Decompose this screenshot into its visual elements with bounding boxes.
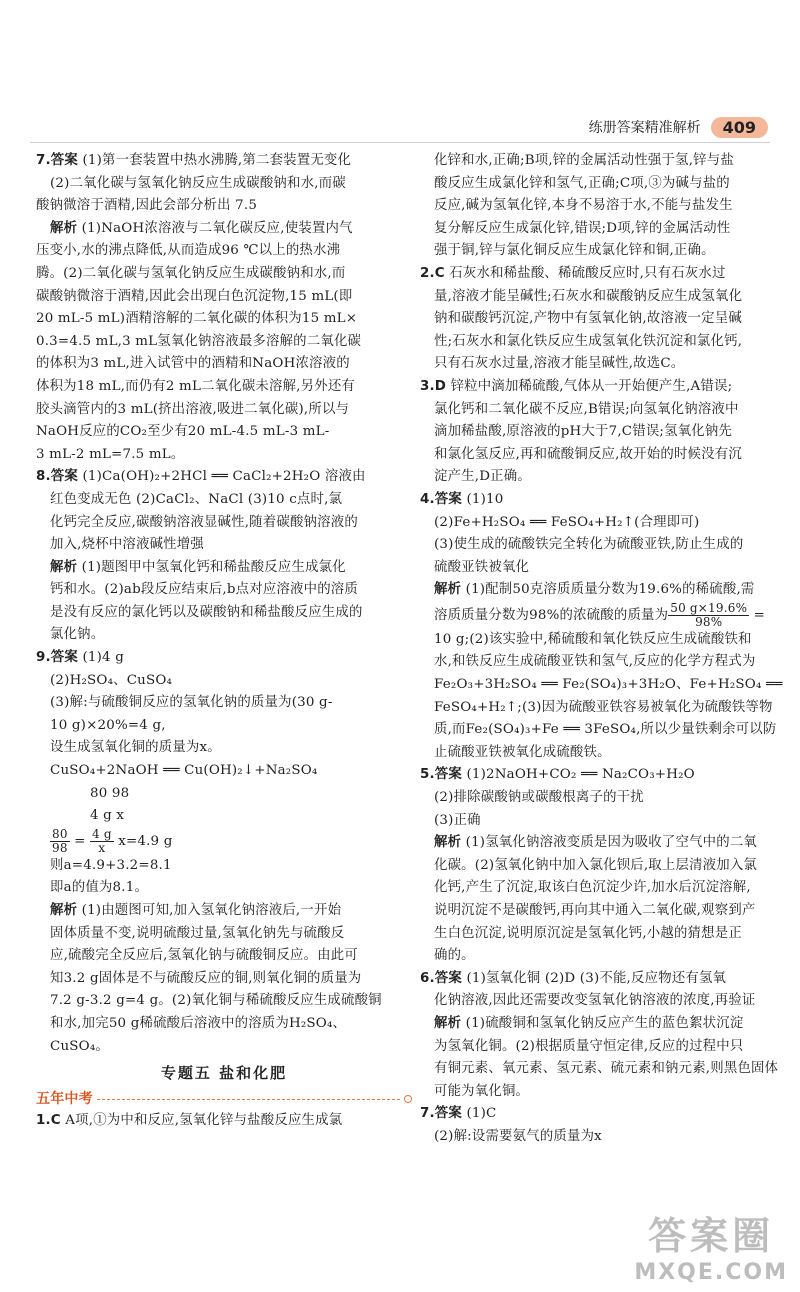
line-text: 80 98	[90, 785, 130, 801]
answer-label: 8.答案	[36, 469, 78, 485]
text-line	[420, 353, 796, 376]
answer-label: 7.答案	[420, 1106, 462, 1122]
line-text: (1)配制50克溶质质量分数为19.6%的稀硫酸,需	[461, 582, 755, 598]
text-line	[420, 787, 796, 810]
line-text: (2)Fe+H₂SO₄ ══ FeSO₄+H₂↑(合理即可)	[434, 514, 700, 530]
text-line	[36, 376, 412, 399]
text-line	[420, 1058, 796, 1081]
text-line	[36, 877, 412, 900]
answer-label: 6.答案	[420, 970, 462, 986]
line-text: (3)正确	[434, 812, 481, 828]
text-line	[36, 240, 412, 263]
line-text: 生白色沉淀,说明原沉淀是氢氧化钙,小越的猜想是正	[434, 925, 742, 941]
text-line	[36, 557, 412, 580]
line-text: (3)使生成的硫酸铁完全转化为硫酸亚铁,防止生成的	[434, 537, 744, 553]
text-line	[420, 832, 796, 855]
line-text: 可能为氧化铜。	[434, 1083, 530, 1099]
line-text: FeSO₄+H₂↑;(3)因为硫酸亚铁容易被氧化为硫酸铁等物	[434, 699, 773, 715]
line-text: x=4.9 g	[113, 833, 173, 849]
line-text: (2)H₂SO₄、CuSO₄	[50, 672, 173, 688]
line-text: (1)氢氧化铜 (2)D (3)不能,反应物还有氢氧	[462, 970, 727, 986]
text-line	[420, 1103, 796, 1126]
line-text: 有铜元素、氧元素、氢元素、硫元素和钠元素,则黑色固体	[434, 1061, 779, 1077]
text-line	[420, 900, 796, 923]
line-text: 氯化钙和二氧化碳不反应,B错误;向氢氧化钠溶液中	[434, 401, 739, 417]
line-text: 溶质质量分数为98%的浓硫酸的质量为	[434, 607, 669, 623]
fraction-numerator: 50 g×19.6%	[670, 601, 748, 615]
text-line	[36, 1036, 412, 1059]
text-line	[420, 1081, 796, 1104]
line-text: 为氢氧化铜。(2)根据质量守恒定律,反应的过程中只	[434, 1038, 744, 1054]
line-text: 则a=4.9+3.2=8.1	[50, 857, 172, 873]
line-text: 和水,加完50 g稀硫酸后溶液中的溶质为H₂SO₄、	[50, 1015, 347, 1031]
text-line	[36, 150, 412, 173]
line-text: 淀产生,D正确。	[434, 469, 531, 485]
text-line	[420, 651, 796, 674]
line-text: (1)Ca(OH)₂+2HCl ══ CaCl₂+2H₂O 溶液由	[78, 469, 366, 485]
answer-label: 9.答案	[36, 650, 78, 666]
line-text: 复分解反应生成氯化锌,错误;D项,锌的金属活动性	[434, 220, 731, 236]
text-line	[36, 195, 412, 218]
line-text: (1)第一套装置中热水沸腾,第二套装置无变化	[78, 153, 352, 168]
text-line	[420, 579, 796, 602]
line-text: 氯化钠。	[50, 627, 105, 643]
text-line	[420, 742, 796, 765]
answer-label: 2.C	[420, 265, 445, 281]
text-line	[36, 760, 412, 783]
watermark-sub: MXQE.COM	[634, 1260, 788, 1285]
line-text: 量,溶液才能呈碱性;石灰水和碳酸钠反应生成氢氧化	[434, 288, 743, 304]
line-text: 化钙完全反应,碳酸钠溶液显碱性,随着碳酸钠溶液的	[50, 514, 358, 530]
text-line	[36, 466, 412, 489]
line-text: 石灰水和稀盐酸、稀硫酸反应时,只有石灰水过	[444, 265, 726, 281]
line-text: 化钙,产生了沉淀,取该白色沉淀少许,加水后沉淀溶解,	[434, 880, 751, 896]
answer-label: 7.答案	[36, 153, 78, 168]
text-line	[36, 670, 412, 693]
line-text: 只有石灰水过量,溶液才能呈碱性,故选C。	[434, 356, 685, 372]
text-line	[420, 263, 796, 286]
line-text: 知3.2 g固体是不与硫酸反应的铜,则氧化铜的质量为	[50, 970, 362, 986]
line-text: 3 mL-2 mL=7.5 mL。	[36, 446, 185, 462]
line-text: 0.3=4.5 mL,3 mL氢氧化钠溶液最多溶解的二氧化碳	[36, 333, 362, 349]
fraction-denominator: 98	[52, 840, 68, 855]
text-line	[420, 557, 796, 580]
line-text: (1)NaOH浓溶液与二氧化碳反应,使装置内气	[77, 220, 353, 236]
text-line	[36, 855, 412, 878]
text-line	[36, 534, 412, 557]
line-text: (1)4 g	[78, 650, 124, 666]
line-text: (1)氢氧化钠溶液变质是因为吸收了空气中的二氧	[461, 835, 758, 851]
text-line	[420, 240, 796, 263]
equation-sign: =	[69, 833, 91, 849]
text-line	[36, 783, 412, 806]
analysis-label: 解析	[50, 903, 78, 918]
text-line	[420, 286, 796, 309]
line-text: 固体质量不变,说明硫酸过量,氢氧化钠先与硫酸反	[50, 925, 345, 941]
text-line	[420, 674, 796, 697]
five-year-exam-label: 五年中考	[36, 1090, 93, 1107]
answer-label: 3.D	[420, 378, 447, 394]
line-text: 10 g;(2)该实验中,稀硫酸和氧化铁反应生成硫酸铁和	[434, 631, 752, 647]
line-text: 止硫酸亚铁被氧化成硫酸铁。	[434, 744, 611, 760]
line-text: 10 g)×20%=4 g,	[50, 717, 166, 733]
text-line	[36, 286, 412, 309]
watermark-main: 答案圈	[648, 1214, 775, 1258]
line-text: 体积为18 mL,而仍有2 mL二氧化碳未溶解,另外还有	[36, 378, 356, 394]
text-line	[420, 489, 796, 512]
text-line	[420, 697, 796, 720]
text-line: 1.C A项,①为中和反应,氢氧化锌与盐酸反应生成氯	[36, 1113, 343, 1129]
line-text: 7.2 g-3.2 g=4 g。(2)氧化铜与稀硫酸反应生成硫酸铜	[50, 993, 382, 1009]
line-text: (1)硫酸铜和氢氧化钠反应产生的蓝色絮状沉淀	[461, 1015, 744, 1031]
line-text: 红色变成无色 (2)CaCl₂、NaCl (3)10 c点时,氯	[50, 491, 343, 507]
line-text: 酸反应生成氯化锌和氢气,正确;C项,③为碱与盐的	[434, 175, 730, 191]
line-text: 是没有反应的氯化钙以及碳酸钠和稀盐酸反应生成的	[50, 604, 363, 620]
fraction-denominator: 98%	[695, 614, 723, 629]
line-text: 20 mL-5 mL)酒精溶解的二氧化碳的体积为15 mL×	[36, 311, 358, 327]
line-text: 性;石灰水和氯化铁反应生成氢氧化铁沉淀和氯化钙,	[434, 333, 743, 349]
page-number: 409	[711, 117, 768, 138]
text-line	[36, 624, 412, 647]
text-line	[36, 692, 412, 715]
line-text: 和氯化氢反应,再和硫酸铜反应,故开始的时候没有沉	[434, 446, 742, 462]
text-line	[420, 764, 796, 787]
text-line	[420, 534, 796, 557]
section-title: 专题五 盐和化肥	[160, 1064, 288, 1083]
text-line	[420, 719, 796, 742]
line-text: CuSO₄。	[50, 1038, 109, 1054]
text-line	[420, 602, 796, 629]
text-line	[420, 331, 796, 354]
text-line	[36, 353, 412, 376]
watermark-logo	[634, 1205, 788, 1285]
text-line	[36, 173, 412, 196]
analysis-label: 解析	[50, 559, 78, 575]
line-text: 滴加稀盐酸,原溶液的pH大于7,C错误;氢氧化钠先	[434, 424, 733, 440]
text-line	[36, 805, 412, 828]
text-line	[36, 900, 412, 923]
text-line	[420, 444, 796, 467]
line-text: 4 g x	[90, 808, 125, 824]
text-line	[36, 263, 412, 286]
text-line	[36, 923, 412, 946]
line-text: Fe₂O₃+3H₂SO₄ ══ Fe₂(SO₄)₃+3H₂O、Fe+H₂SO₄ ══	[434, 677, 783, 693]
text-line	[36, 1013, 412, 1036]
fraction-numerator: 80	[52, 827, 68, 841]
bar-dot-icon	[404, 1095, 412, 1103]
line-text: 压变小,水的沸点降低,从而造成96 ℃以上的热水沸	[36, 243, 341, 259]
answer-label: 4.答案	[420, 491, 462, 507]
fraction	[668, 602, 749, 629]
text-line	[36, 579, 412, 602]
line-text: 反应,碱为氢氧化锌,本身不易溶于水,不能与盐发生	[434, 198, 733, 214]
text-line	[420, 1126, 796, 1149]
line-text: (1)C	[462, 1106, 497, 1122]
line-text: 质,而Fe₂(SO₄)₃+Fe ══ 3FeSO₄,所以少量铁剩余可以防	[434, 722, 777, 738]
text-line	[36, 647, 412, 670]
text-line	[36, 602, 412, 625]
line-text: 化碳。(2)氢氧化钠中加入氯化钡后,取上层清液加入氯	[434, 857, 758, 873]
text-line	[420, 1036, 796, 1059]
analysis-label: 解析	[434, 835, 462, 851]
text-line	[420, 923, 796, 946]
line-text: 强于铜,锌与氯化铜反应生成氯化锌和铜,正确。	[434, 243, 715, 259]
line-text: (3)解:与硫酸铜反应的氢氧化钠的质量为(30 g-	[50, 695, 333, 711]
text-line	[420, 173, 796, 196]
page-header	[589, 114, 768, 140]
line-text: 碳酸钠微溶于酒精,因此会出现白色沉淀物,15 mL(即	[36, 288, 353, 304]
header-title: 练册答案精准解析	[588, 120, 701, 136]
text-line	[420, 195, 796, 218]
text-line	[420, 855, 796, 878]
text-line	[420, 512, 796, 535]
five-year-exam-bar	[36, 1088, 412, 1110]
line-text: 硫酸亚铁被氧化	[434, 559, 530, 575]
line-text: 说明沉淀不是碳酸钙,再向其中通入二氧化碳,观察到产	[434, 903, 756, 918]
header-divider	[30, 142, 770, 143]
right-column	[420, 150, 796, 1149]
text-line	[420, 150, 796, 173]
fraction	[90, 828, 114, 855]
line-text: (1)2NaOH+CO₂ ══ Na₂CO₃+H₂O	[462, 767, 695, 783]
bar-divider	[97, 1099, 400, 1100]
line-text: 的体积为3 mL,进入试管中的酒精和NaOH浓溶液的	[36, 356, 350, 372]
text-line	[36, 399, 412, 422]
text-line	[36, 218, 412, 241]
text-line	[36, 308, 412, 331]
analysis-label: 解析	[434, 582, 462, 598]
line-text: 钠和碳酸钙沉淀,产物中有氢氧化钠,故溶液一定呈碱	[434, 311, 742, 327]
fraction	[50, 828, 70, 855]
text-line	[36, 968, 412, 991]
line-text: NaOH反应的CO₂至少有20 mL-4.5 mL-3 mL-	[36, 424, 330, 440]
text-line	[420, 990, 796, 1013]
fraction-numerator: 4 g	[92, 827, 112, 841]
line-text: 化钠溶液,因此还需要改变氢氧化钠溶液的浓度,再验证	[434, 993, 756, 1009]
text-line	[420, 1013, 796, 1036]
text-line	[420, 399, 796, 422]
line-text: 设生成氢氧化铜的质量为x。	[50, 740, 221, 756]
text-line	[420, 218, 796, 241]
line-text: (1)由题图可知,加入氢氧化钠溶液后,一开始	[77, 903, 342, 918]
line-text: 应,硫酸完全反应后,氢氧化钠与硫酸铜反应。由此可	[50, 948, 358, 964]
text-line	[420, 945, 796, 968]
text-line	[420, 968, 796, 991]
line-text: 腾。(2)二氧化碳与氢氧化钠反应生成碳酸钠和水,而	[36, 265, 346, 281]
line-text: (1)10	[462, 491, 504, 507]
text-line	[36, 489, 412, 512]
answer-label: 5.答案	[420, 767, 462, 783]
line-text: (2)二氧化碳与氢氧化钠反应生成碳酸钠和水,而碳	[50, 175, 346, 191]
line-text: (2)解:设需要氨气的质量为x	[434, 1128, 602, 1144]
text-line	[36, 331, 412, 354]
line-text: (2)排除碳酸钠或碳酸根离子的干扰	[434, 790, 644, 806]
line-text: CuSO₄+2NaOH ══ Cu(OH)₂↓+Na₂SO₄	[50, 763, 318, 779]
line-text: 确的。	[434, 948, 475, 964]
text-line	[36, 715, 412, 738]
text-line	[420, 376, 796, 399]
text-line	[36, 512, 412, 535]
text-line	[36, 828, 412, 855]
text-line	[420, 810, 796, 833]
analysis-label: 解析	[434, 1015, 462, 1031]
line-text: 水,和铁反应生成硫酸亚铁和氢气,反应的化学方程式为	[434, 654, 756, 670]
line-tail: =	[749, 607, 766, 623]
text-line	[420, 877, 796, 900]
line-text: (1)题图甲中氢氧化钙和稀盐酸反应生成氯化	[77, 559, 346, 575]
text-line	[36, 421, 412, 444]
text-line	[36, 444, 412, 467]
line-text: 酸钠微溶于酒精,因此会部分析出 7.5	[36, 198, 258, 214]
text-line	[36, 737, 412, 760]
line-text: 钙和水。(2)ab段反应结束后,b点对应溶液中的溶质	[50, 582, 358, 598]
fraction-denominator: x	[98, 840, 106, 855]
line-text: 锌粒中滴加稀硫酸,气体从一开始便产生,A错误;	[446, 378, 733, 394]
text-line	[36, 990, 412, 1013]
line-text: 加入,烧杯中溶液碱性增强	[50, 537, 204, 553]
text-line	[420, 466, 796, 489]
text-line	[420, 421, 796, 444]
line-text: 胶头滴管内的3 mL(挤出溶液,吸进二氧化碳),所以与	[36, 401, 350, 417]
text-line	[36, 945, 412, 968]
analysis-label: 解析	[50, 220, 78, 236]
line-text: 化锌和水,正确;B项,锌的金属活动性强于氢,锌与盐	[434, 153, 734, 168]
line-text: 即a的值为8.1。	[50, 880, 149, 896]
text-line	[420, 308, 796, 331]
text-line	[420, 629, 796, 652]
left-column	[36, 150, 412, 1133]
